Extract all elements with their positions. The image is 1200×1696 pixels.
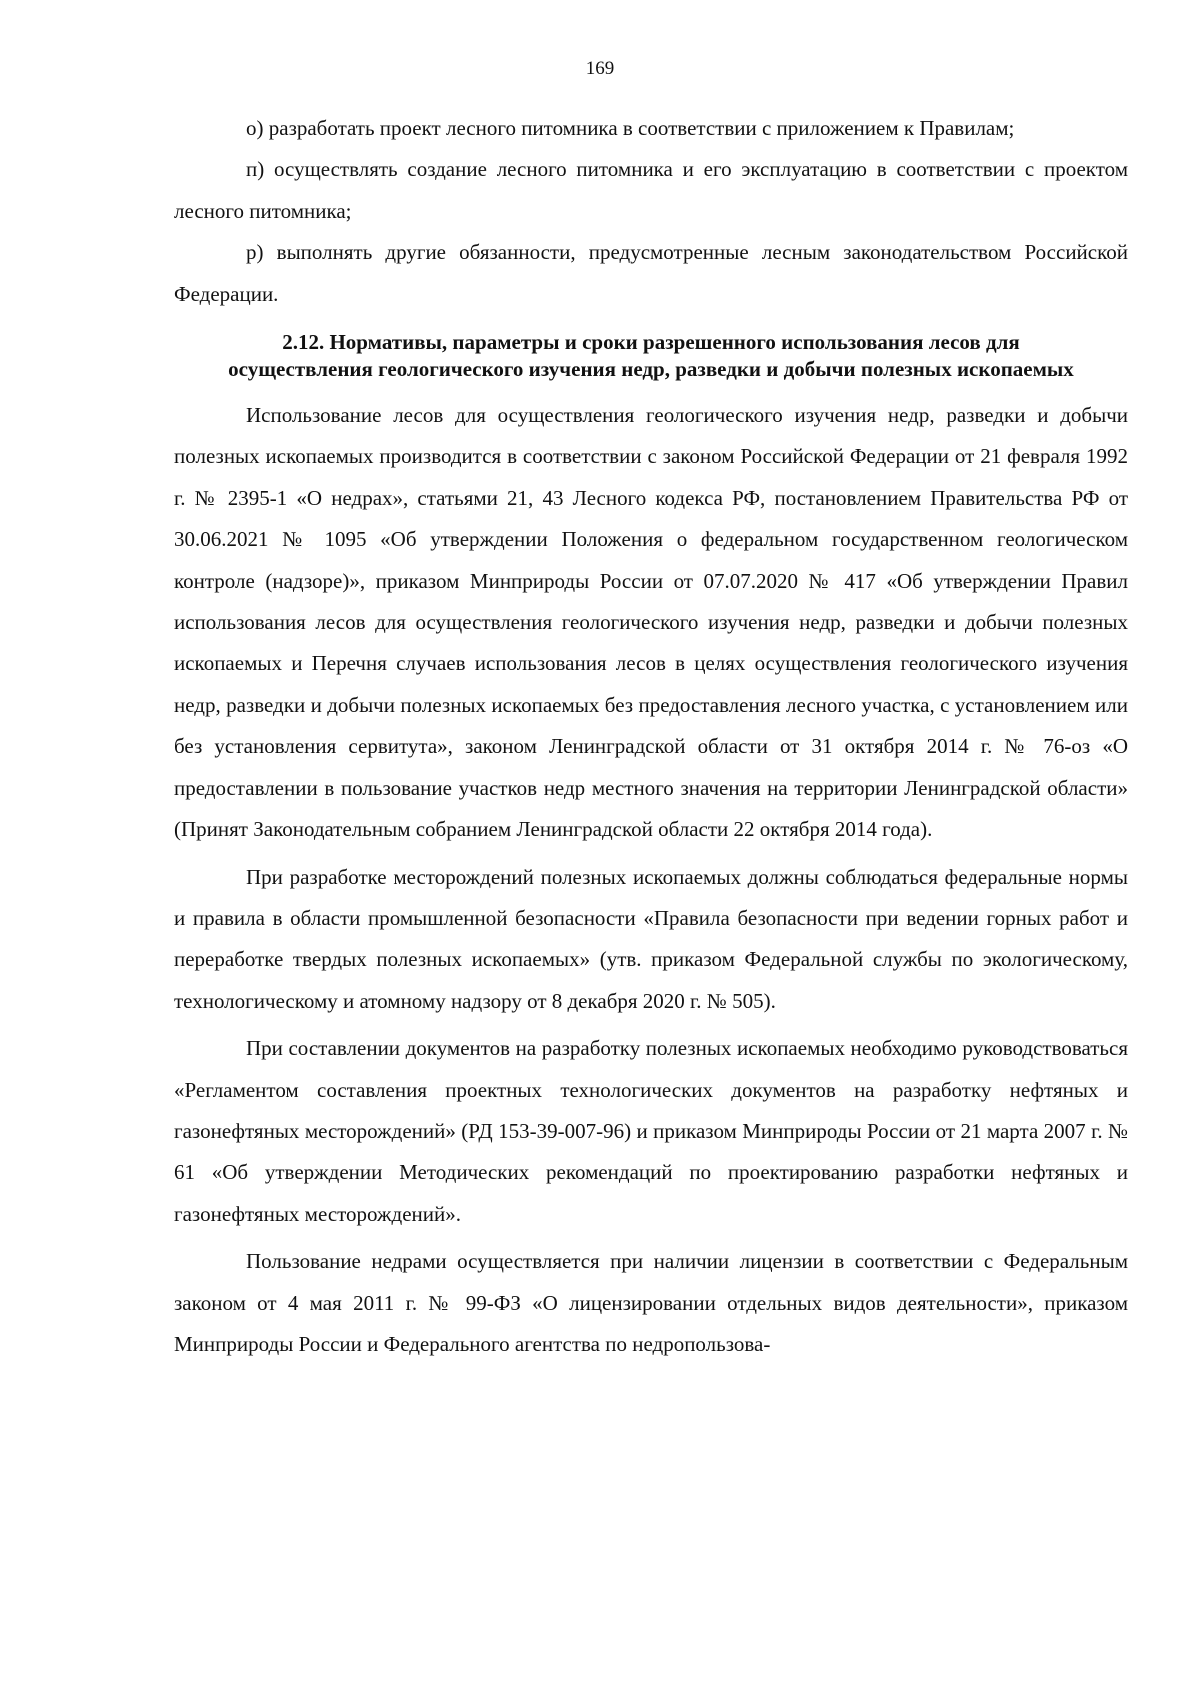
paragraph-licensing: Пользование недрами осуществляется при наличии лицензии в соответствии с Федеральным законом от 4 мая 2011 г. № 99-ФЗ «О лицензировании отдельных видов деятельности», приказом Минприроды России и Федерального агентства по недропользова-: [174, 1249, 1128, 1356]
paragraph-forest-use-law: Использование лесов для осуществления геологического изучения недр, разведки и добычи полезных ископаемых производится в соответствии с законом Российской Федерации от 21 февраля 1992 г. № 2395-1 «О недрах», статьями 21, 43 Лесного кодекса РФ, постановлением Правительства РФ от 30.06.2021 № 1095 «Об утверждении Положения о федеральном государственном геологическом контроле (надзоре)», приказом Минприроды России от 07.07.2020 № 417 «Об утверждении Правил использования лесов для осуществления геологического изучения недр, разведки и добычи полезных ископаемых и Перечня случаев использования лесов в целях осуществления геологического изучения недр, разведки и добычи полезных ископаемых без предоставления лесного участка, с установлением или без установления сервитута», законом Ленинградской области от 31 октября 2014 г. № 76-оз «О предоставлении в пользование участков недр местного значения на территории Ленинградской области» (Принят Законодательным собранием Ленинградской области 22 октября 2014 года).: [174, 403, 1128, 842]
page-body: [174, 108, 1128, 1365]
list-item-o: о) разработать проект лесного питомника в соответствии с приложением к Правилам;: [246, 116, 1015, 140]
list-item-r: р) выполнять другие обязанности, предусмотренные лесным законодательством Российской Федерации.: [174, 240, 1128, 306]
page-number: 169: [585, 58, 615, 79]
paragraph-safety-rules: При разработке месторождений полезных ископаемых должны соблюдаться федеральные нормы и правила в области промышленной безопасности «Правила безопасности при ведении горных работ и переработке твердых полезных ископаемых» (утв. приказом Федеральной службы по экологическому, технологическому и атомному надзору от 8 декабря 2020 г. № 505).: [174, 864, 1128, 1013]
paragraph-design-documents: При составлении документов на разработку полезных ископаемых необходимо руководствоваться «Регламентом составления проектных технологических документов на разработку нефтяных и газонефтяных месторождений» (РД 153-39-007-96) и приказом Минприроды России от 21 марта 2007 г. № 61 «Об утверждении Методических рекомендаций по проектированию разработки нефтяных и газонефтяных месторождений».: [174, 1036, 1128, 1226]
section-heading: 2.12. Нормативы, параметры и сроки разрешенного использования лесов для осуществления геологического изучения недр, разведки и добычи полезных ископаемых: [228, 330, 1074, 382]
list-item-p: п) осуществлять создание лесного питомника и его эксплуатацию в соответствии с проектом лесного питомника;: [174, 157, 1128, 223]
